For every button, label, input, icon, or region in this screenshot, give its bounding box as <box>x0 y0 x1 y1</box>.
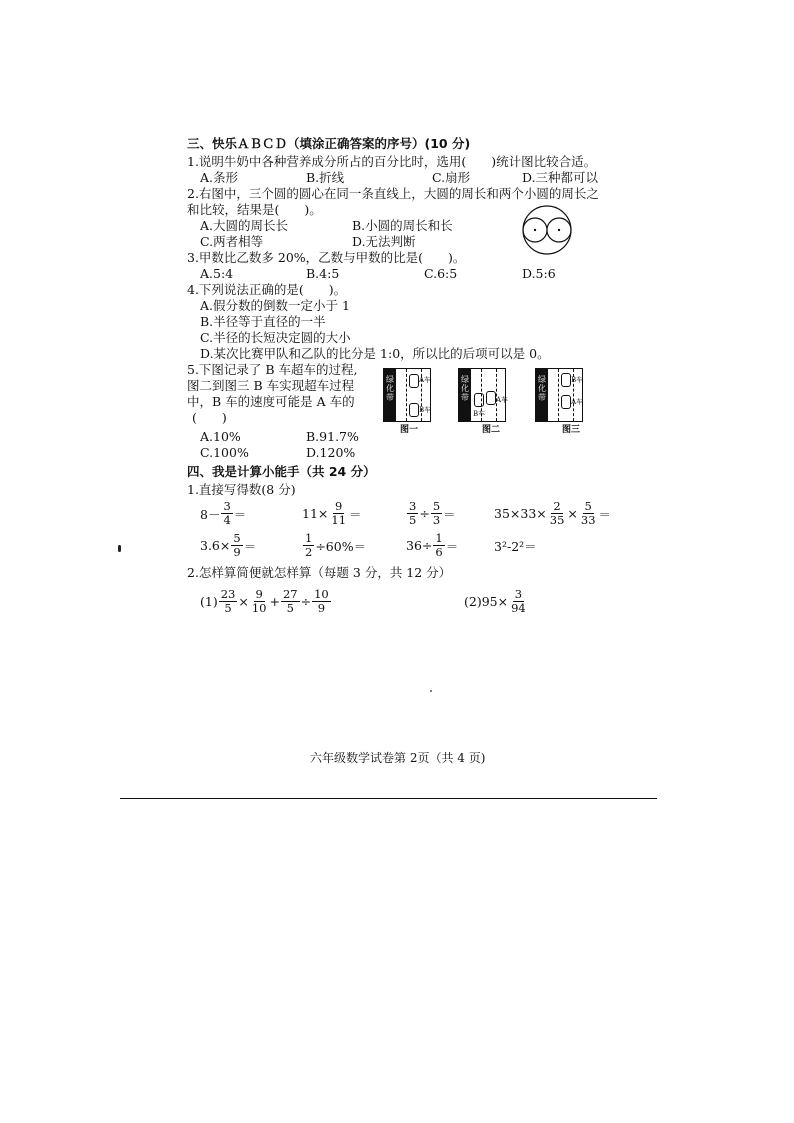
q5-stem-line4: ( ) <box>192 410 227 425</box>
problem-2: (2)95× $\frac{3}{94}$ <box>464 587 526 615</box>
scan-mark <box>118 545 121 552</box>
q5-stem-line2: 图二到图三 B 车实现超车过程 <box>187 378 355 393</box>
q5-stem-line3: 中，B 车的速度可能是 A 车的 <box>187 394 355 409</box>
q4-stem: 4.下列说法正确的是( )。 <box>187 282 347 297</box>
figure-2-label: 图二 <box>482 425 501 435</box>
figure-1-label: 图一 <box>400 425 419 435</box>
q2-stem-line2: 和比较，结果是( )。 <box>187 202 322 217</box>
expr-5: 3.6× $\frac{5}{9}$ ＝ <box>200 531 257 559</box>
q5-stem-line1: 5.下图记录了 B 车超车的过程, <box>187 362 358 377</box>
green-belt-3: 绿化带 <box>536 369 548 421</box>
q4-option-d: D.某次比赛甲队和乙队的比分是 1:0，所以比的后项可以是 0。 <box>200 346 550 361</box>
green-belt-2: 绿化带 <box>459 369 471 421</box>
car-a-3 <box>561 395 571 409</box>
car-a-2 <box>486 391 496 405</box>
q5-option-a: A.10% <box>200 429 241 444</box>
q1-option-d: D.三种都可以 <box>522 170 599 185</box>
road-figure-2 <box>458 368 509 422</box>
q5-option-c: C.100% <box>200 445 249 460</box>
q5-option-d: D.120% <box>306 445 356 460</box>
q3-option-c: C.6:5 <box>424 266 458 281</box>
page-divider <box>120 798 657 799</box>
q2-option-d: D.无法判断 <box>352 234 416 249</box>
car-a-label-2: A车 <box>496 396 509 404</box>
car-b-1 <box>409 403 419 417</box>
car-a-label-1: A车 <box>419 376 432 384</box>
car-b-label-2: B车 <box>473 410 486 418</box>
car-b-3 <box>561 373 571 387</box>
circles-figure <box>516 204 578 256</box>
q4-option-a: A.假分数的倒数一定小于 1 <box>200 298 350 313</box>
expr-4: 35×33× $\frac{2}{35}$ × $\frac{5}{33}$ ＝ <box>494 499 612 527</box>
road-figure-1 <box>383 368 431 422</box>
part2-title: 2.怎样算简便就怎样算（每题 3 分，共 12 分） <box>187 565 452 580</box>
problem-1: (1) $\frac{23}{5}$ × $\frac{9}{10}$ + $\frac{27}{5}$ ÷ $\frac{10}{9}$ <box>200 587 329 615</box>
q2-option-c: C.两者相等 <box>200 234 264 249</box>
q1-option-b: B.折线 <box>306 170 345 185</box>
q1-stem: 1.说明牛奶中各种营养成分所占的百分比时，选用( )统计图比较合适。 <box>187 154 597 169</box>
car-b-2 <box>474 393 484 407</box>
figure-3-label: 图三 <box>562 425 581 435</box>
scan-speck <box>430 690 432 692</box>
green-belt-1: 绿化带 <box>384 369 396 421</box>
q3-option-a: A.5:4 <box>200 266 234 281</box>
q4-option-c: C.半径的长短决定圆的大小 <box>200 330 351 345</box>
expr-1: 8－ $\frac{3}{4}$ ＝ <box>200 499 247 527</box>
expr-2: 11× $\frac{9}{11}$ ＝ <box>302 499 362 527</box>
q3-option-d: D.5:6 <box>522 266 556 281</box>
expr-6: $\frac{1}{2}$ ÷60%＝ <box>305 531 367 559</box>
q2-option-a: A.大圆的周长长 <box>200 218 289 233</box>
q5-option-b: B.91.7% <box>306 429 359 444</box>
expr-7: 36÷ $\frac{1}{6}$ ＝ <box>406 531 459 559</box>
car-a-label-3: A车 <box>571 398 584 406</box>
page-footer: 六年级数学试卷第 2页（共 4 页) <box>310 751 486 765</box>
q3-option-b: B.4:5 <box>306 266 340 281</box>
road-figure-3 <box>535 368 583 422</box>
q1-option-c: C.扇形 <box>432 170 471 185</box>
part1-title: 1.直接写得数(8 分) <box>187 482 296 497</box>
q2-option-b: B.小圆的周长和长 <box>352 218 453 233</box>
expr-8: 3²-2²＝ <box>494 539 537 554</box>
car-b-label-3: B车 <box>571 376 584 384</box>
q3-stem: 3.甲数比乙数多 20%，乙数与甲数的比是( )。 <box>187 250 466 265</box>
car-b-label-1: B车 <box>419 406 432 414</box>
q2-stem-line1: 2.右图中，三个圆的圆心在同一条直线上，大圆的周长和两个小圆的周长之 <box>187 186 599 201</box>
car-a-1 <box>409 374 419 388</box>
section3-title: 三、快乐ＡＢＣＤ（填涂正确答案的序号）(10 分) <box>187 136 471 151</box>
section4-title: 四、我是计算小能手（共 24 分） <box>187 464 376 479</box>
expr-3: $\frac{3}{5}$ ÷ $\frac{5}{3}$ ＝ <box>409 499 456 527</box>
q4-option-b: B.半径等于直径的一半 <box>200 314 326 329</box>
q1-option-a: A.条形 <box>200 170 239 185</box>
